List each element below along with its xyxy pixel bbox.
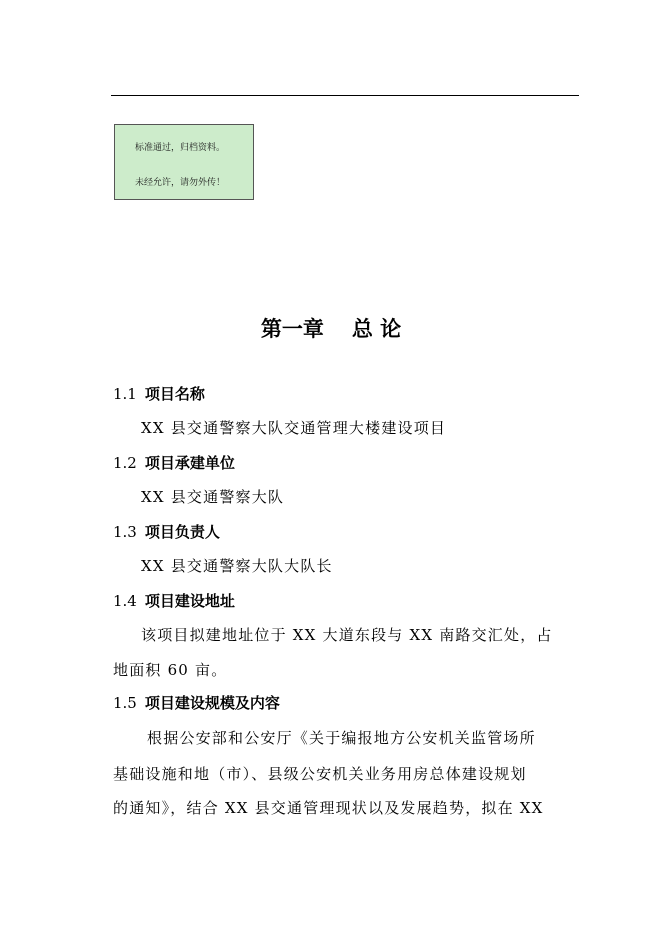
header-rule bbox=[111, 95, 579, 96]
section-body-line: 基础设施和地（市）、县级公安机关业务用房总体建设规划 bbox=[113, 765, 527, 783]
section-title: 项目建设地址 bbox=[144, 592, 235, 610]
section-body-line: XX 县交通警察大队大队长 bbox=[141, 557, 333, 575]
section-number: 1.5 bbox=[113, 694, 137, 712]
approval-stamp bbox=[114, 124, 254, 200]
section-body-line: 地面积 60 亩。 bbox=[113, 661, 228, 679]
section-heading-1-5 bbox=[113, 692, 280, 713]
section-number: 1.4 bbox=[113, 592, 137, 610]
section-body-line: XX 县交通警察大队交通管理大楼建设项目 bbox=[141, 419, 447, 437]
section-heading-1-1 bbox=[113, 383, 205, 404]
stamp-line-1: 标准通过，归档资料。 bbox=[135, 143, 226, 153]
section-number: 1.3 bbox=[113, 523, 137, 541]
stamp-line-2: 未经允许，请勿外传！ bbox=[135, 178, 226, 188]
section-body-line: 该项目拟建地址位于 XX 大道东段与 XX 南路交汇处，占 bbox=[141, 626, 553, 644]
chapter-name: 总 论 bbox=[351, 317, 402, 341]
section-body-line: 的通知》，结合 XX 县交通管理现状以及发展趋势，拟在 XX bbox=[113, 799, 544, 817]
section-heading-1-3 bbox=[113, 521, 220, 542]
section-title: 项目建设规模及内容 bbox=[144, 694, 280, 712]
section-number: 1.1 bbox=[113, 385, 137, 403]
section-heading-1-2 bbox=[113, 452, 235, 473]
section-number: 1.2 bbox=[113, 454, 137, 472]
section-title: 项目负责人 bbox=[144, 523, 220, 541]
section-body-line: 根据公安部和公安厅《关于编报地方公安机关监管场所 bbox=[147, 729, 536, 747]
section-heading-1-4 bbox=[113, 590, 235, 611]
chapter-title bbox=[0, 313, 662, 343]
section-title: 项目承建单位 bbox=[144, 454, 235, 472]
chapter-label: 第一章 bbox=[260, 317, 324, 341]
section-body-line: XX 县交通警察大队 bbox=[141, 488, 285, 506]
section-title: 项目名称 bbox=[144, 385, 205, 403]
